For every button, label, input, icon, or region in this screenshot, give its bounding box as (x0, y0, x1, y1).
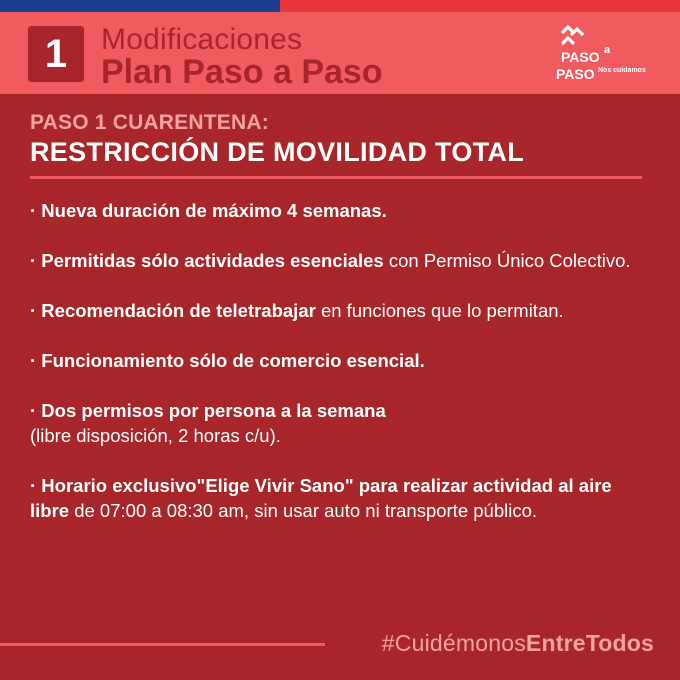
list-item (30, 248, 650, 273)
flag-stripe (0, 0, 680, 12)
stacked-chevrons-icon (559, 24, 593, 50)
logo-connector: a (604, 44, 611, 56)
hashtag-bold: EntreTodos (525, 630, 654, 656)
list-item (30, 473, 650, 523)
list-item-bold: · Dos permisos por persona a la semana (30, 400, 386, 421)
header-banner (0, 12, 680, 94)
list-item-text: (libre disposición, 2 horas c/u). (30, 425, 281, 446)
measures-list (30, 198, 650, 548)
list-item-bold: · Permitidas sólo actividades esenciales (30, 250, 384, 271)
list-item (30, 198, 650, 223)
phase-label: PASO 1 CUARENTENA: (30, 111, 269, 134)
footer-divider (0, 643, 325, 646)
list-item (30, 298, 650, 323)
list-item-bold: · Recomendación de teletrabajar (30, 300, 316, 321)
logo-tagline: Nos cuidamos (598, 67, 646, 74)
campaign-hashtag (382, 630, 654, 657)
logo-word-paso: PASO (561, 49, 600, 65)
header-title-line1: Modificaciones (101, 23, 303, 56)
logo-word-paso-2: PASO (556, 66, 595, 82)
list-item-text: en funciones que lo permitan. (315, 300, 564, 321)
list-item-bold: · Nueva duración de máximo 4 semanas. (30, 200, 387, 221)
list-item-bold: · Horario exclusivo"Elige Vivir Sano" para realizar actividad al aire libre (30, 475, 612, 521)
list-item-text: con Permiso Único Colectivo. (383, 250, 631, 271)
flag-stripe-blue (0, 0, 280, 12)
section-divider (30, 176, 642, 179)
list-item-bold: · Funcionamiento sólo de comercio esencial. (30, 350, 425, 371)
list-item (30, 348, 650, 373)
list-item (30, 398, 650, 448)
list-item-text: de 07:00 a 08:30 am, sin usar auto ni transporte público. (69, 500, 538, 521)
paso-a-paso-logo (553, 22, 653, 92)
hashtag-prefix: #Cuidémonos (381, 630, 526, 656)
step-number-badge: 1 (28, 26, 84, 82)
flag-stripe-red (280, 0, 680, 12)
header-title-line2: Plan Paso a Paso (101, 53, 383, 91)
phase-heading: RESTRICCIÓN DE MOVILIDAD TOTAL (30, 137, 524, 167)
